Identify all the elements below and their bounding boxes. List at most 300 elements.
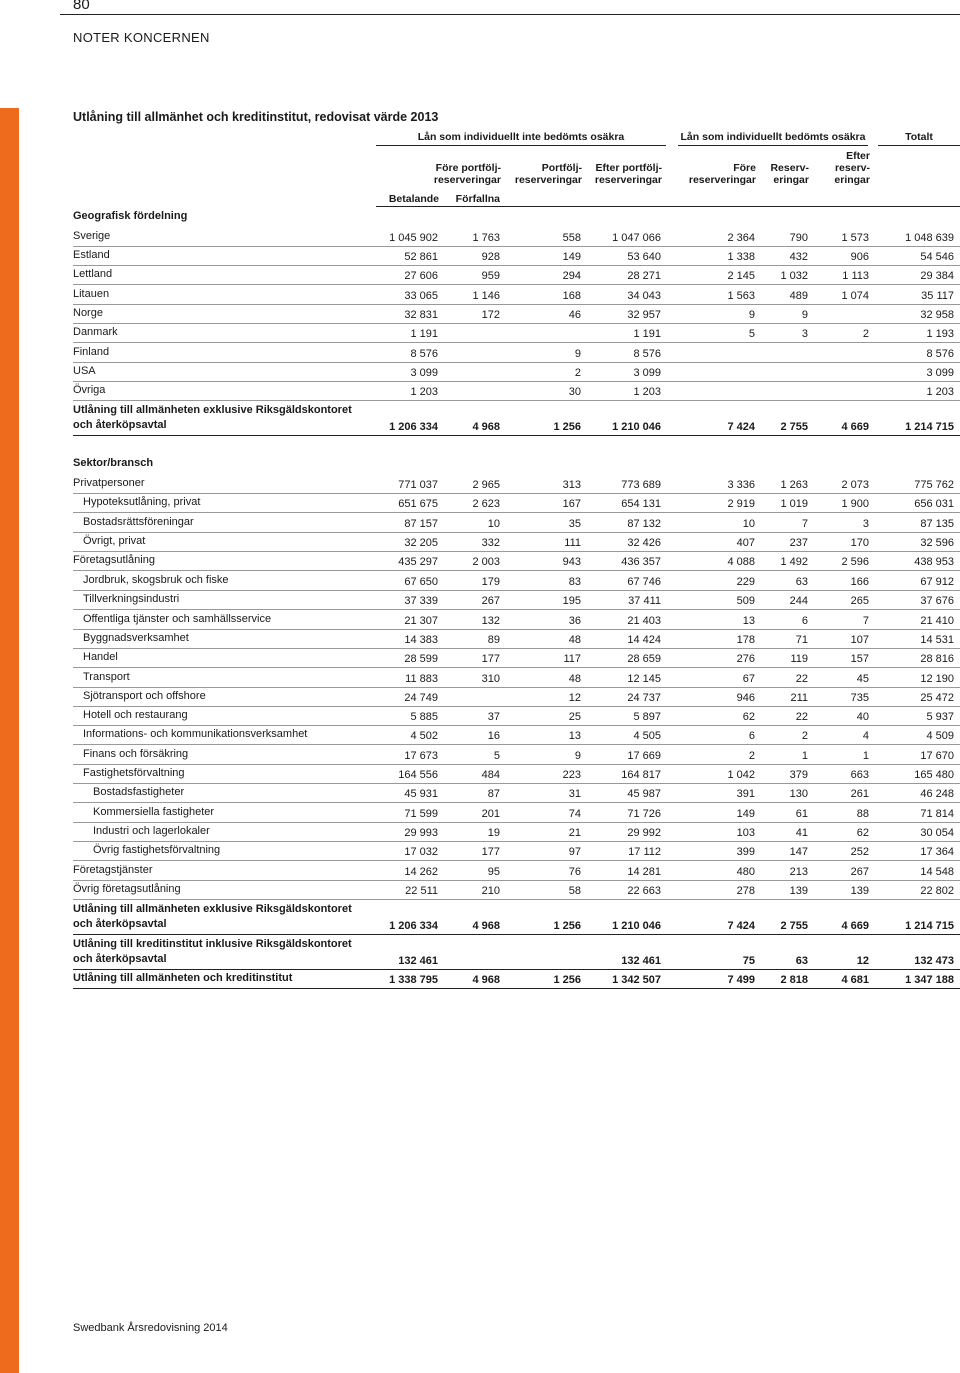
cell-col-5: 213 <box>789 866 808 878</box>
total-row <box>73 935 960 970</box>
cell-col-2: 13 <box>568 730 581 742</box>
cell-col-0: 1 191 <box>410 328 438 340</box>
cell-col-2: 25 <box>568 711 581 723</box>
cell-col-0: 32 831 <box>404 309 438 321</box>
cell-col-7: 14 531 <box>920 634 954 646</box>
cell-col-2: 48 <box>568 673 581 685</box>
cell-col-7: 1 214 715 <box>905 920 954 932</box>
cell-col-5: 2 818 <box>780 974 808 986</box>
cell-col-4: 276 <box>736 653 755 665</box>
cell-col-5: 22 <box>795 673 808 685</box>
cell-col-1: 201 <box>481 808 500 820</box>
cell-col-3: 1 210 046 <box>612 421 661 433</box>
cell-col-4: 509 <box>736 595 755 607</box>
cell-col-1: 4 968 <box>472 421 500 433</box>
cell-col-1: 4 968 <box>472 920 500 932</box>
row-label: Sjötransport och offshore <box>83 690 206 702</box>
cell-col-6: 7 <box>862 615 869 627</box>
table-row <box>73 552 960 571</box>
cell-col-6: 88 <box>856 808 869 820</box>
cell-col-0: 1 203 <box>410 386 438 398</box>
cell-col-3: 45 987 <box>627 788 661 800</box>
cell-col-7: 132 473 <box>914 955 954 967</box>
cell-col-7: 1 347 188 <box>905 974 954 986</box>
cell-col-2: 149 <box>562 251 581 263</box>
cell-col-4: 399 <box>736 846 755 858</box>
table-row <box>73 382 960 401</box>
row-label: Övrig fastighetsförvaltning <box>93 844 221 856</box>
table-row <box>73 823 960 842</box>
row-label: Bostadsrättsföreningar <box>83 516 194 528</box>
cell-col-3: 37 411 <box>628 595 661 607</box>
cell-col-0: 17 673 <box>404 750 438 762</box>
cell-col-4: 7 424 <box>727 920 755 932</box>
cell-col-2: 111 <box>564 537 581 549</box>
cell-col-6: 1 573 <box>841 232 869 244</box>
group-header-not-impaired: Lån som individuellt inte bedömts osäkra <box>376 131 666 146</box>
cell-col-4: 2 364 <box>727 232 755 244</box>
total-row <box>73 401 960 436</box>
cell-col-2: 2 <box>574 367 581 379</box>
cell-col-6: 1 900 <box>841 498 869 510</box>
row-label: Finans och försäkring <box>83 748 189 760</box>
group-header-total: Totalt <box>878 131 960 146</box>
cell-col-6: 107 <box>850 634 869 646</box>
cell-col-3: 67 746 <box>627 576 661 588</box>
cell-col-5: 139 <box>789 885 808 897</box>
row-label: Estland <box>73 249 110 261</box>
orange-side-bar <box>0 108 19 1373</box>
cell-col-3: 32 957 <box>627 309 661 321</box>
cell-col-5: 41 <box>795 827 808 839</box>
cell-col-7: 1 048 639 <box>905 232 954 244</box>
cell-col-7: 1 214 715 <box>905 421 954 433</box>
cell-col-4: 62 <box>742 711 755 723</box>
row-label: Utlåning till allmänheten och kreditinstitut <box>73 972 293 984</box>
table-row <box>73 765 960 784</box>
cell-col-3: 29 992 <box>627 827 661 839</box>
cell-col-7: 3 099 <box>926 367 954 379</box>
row-label: Företagsutlåning <box>73 554 155 566</box>
cell-col-6: 62 <box>856 827 869 839</box>
row-label: Finland <box>73 346 110 358</box>
cell-col-0: 71 599 <box>404 808 438 820</box>
cell-col-4: 7 424 <box>727 421 755 433</box>
row-label: Företagstjänster <box>73 864 153 876</box>
cell-col-7: 71 814 <box>920 808 954 820</box>
table-row <box>73 363 960 382</box>
cell-col-7: 32 958 <box>920 309 954 321</box>
cell-col-4: 75 <box>742 955 755 967</box>
cell-col-1: 179 <box>481 576 500 588</box>
cell-col-3: 1 191 <box>633 328 661 340</box>
cell-col-1: 89 <box>487 634 500 646</box>
cell-col-4: 10 <box>742 518 755 530</box>
cell-col-0: 435 297 <box>398 556 438 568</box>
cell-col-6: 261 <box>850 788 869 800</box>
cell-col-7: 67 912 <box>920 576 954 588</box>
cell-col-3: 4 505 <box>633 730 661 742</box>
cell-col-7: 37 676 <box>920 595 954 607</box>
cell-col-5: 1 019 <box>780 498 808 510</box>
cell-col-1: 959 <box>481 270 500 282</box>
cell-col-1: 310 <box>481 673 500 685</box>
cell-col-4: 2 145 <box>727 270 755 282</box>
col-header-forfallna: Förfallna <box>455 193 500 205</box>
cell-col-0: 14 383 <box>404 634 438 646</box>
cell-col-7: 8 576 <box>926 348 954 360</box>
cell-col-2: 1 256 <box>553 974 581 986</box>
cell-col-7: 165 480 <box>914 769 954 781</box>
cell-col-4: 407 <box>736 537 755 549</box>
cell-col-3: 87 132 <box>627 518 661 530</box>
table-row <box>73 707 960 726</box>
cell-col-7: 28 816 <box>920 653 954 665</box>
row-label: Danmark <box>73 326 118 338</box>
cell-col-4: 4 088 <box>727 556 755 568</box>
cell-col-1: 2 003 <box>472 556 500 568</box>
cell-col-5: 1 263 <box>780 479 808 491</box>
cell-col-4: 2 919 <box>727 498 755 510</box>
cell-col-0: 32 205 <box>404 537 438 549</box>
cell-col-3: 1 210 046 <box>612 920 661 932</box>
cell-col-6: 4 669 <box>841 920 869 932</box>
cell-col-1: 19 <box>487 827 500 839</box>
cell-col-3: 1 203 <box>633 386 661 398</box>
cell-col-6: 166 <box>850 576 869 588</box>
cell-col-2: 294 <box>562 270 581 282</box>
row-label: Övrigt, privat <box>83 535 146 547</box>
cell-col-5: 22 <box>795 711 808 723</box>
cell-col-3: 32 426 <box>627 537 661 549</box>
table-row <box>73 305 960 324</box>
cell-col-0: 164 556 <box>398 769 438 781</box>
table-title: Utlåning till allmänhet och kreditinstitut, redovisat värde 2013 <box>73 110 439 124</box>
cell-col-2: 30 <box>568 386 581 398</box>
table-row <box>73 842 960 861</box>
cell-col-4: 9 <box>748 309 755 321</box>
col-header-reserv: Reserv- eringar <box>770 162 809 186</box>
cell-col-1: 95 <box>487 866 500 878</box>
cell-col-3: 1 047 066 <box>612 232 661 244</box>
cell-col-2: 167 <box>562 498 581 510</box>
cell-col-6: 4 <box>862 730 869 742</box>
cell-col-2: 36 <box>568 615 581 627</box>
cell-col-0: 771 037 <box>398 479 438 491</box>
cell-col-7: 5 937 <box>926 711 954 723</box>
cell-col-0: 37 339 <box>404 595 438 607</box>
row-label: Litauen <box>73 288 110 300</box>
cell-col-2: 31 <box>568 788 581 800</box>
cell-col-0: 22 511 <box>405 885 438 897</box>
cell-col-2: 97 <box>568 846 581 858</box>
cell-col-3: 132 461 <box>621 955 661 967</box>
cell-col-3: 34 043 <box>627 290 661 302</box>
cell-col-1: 332 <box>481 537 500 549</box>
row-label: Övriga <box>73 384 106 396</box>
section-title: NOTER KONCERNEN <box>73 30 210 45</box>
cell-col-1: 177 <box>481 846 500 858</box>
table-row <box>73 611 960 630</box>
cell-col-7: 1 203 <box>926 386 954 398</box>
table-row <box>73 726 960 745</box>
cell-col-1: 2 623 <box>472 498 500 510</box>
cell-col-6: 3 <box>862 518 869 530</box>
cell-col-5: 1 492 <box>780 556 808 568</box>
page-number: 80 <box>73 0 90 13</box>
cell-col-1: 267 <box>481 595 500 607</box>
cell-col-7: 25 472 <box>920 692 954 704</box>
table-row <box>73 266 960 285</box>
row-label: Fastighetsförvaltning <box>83 767 185 779</box>
row-label: Tillverkningsindustri <box>83 593 180 605</box>
cell-col-0: 52 861 <box>404 251 438 263</box>
cell-col-2: 558 <box>562 232 581 244</box>
cell-col-3: 14 424 <box>627 634 661 646</box>
cell-col-3: 436 357 <box>621 556 661 568</box>
row-label: USA <box>73 365 96 377</box>
cell-col-1: 4 968 <box>472 974 500 986</box>
row-label: Bostadsfastigheter <box>93 786 185 798</box>
row-label: Kommersiella fastigheter <box>93 806 215 818</box>
cell-col-3: 14 281 <box>627 866 661 878</box>
cell-col-6: 663 <box>850 769 869 781</box>
cell-col-6: 265 <box>850 595 869 607</box>
row-label: Transport <box>83 671 130 683</box>
cell-col-7: 14 548 <box>920 866 954 878</box>
cell-col-4: 7 499 <box>727 974 755 986</box>
cell-col-7: 438 953 <box>914 556 954 568</box>
cell-col-0: 5 885 <box>410 711 438 723</box>
cell-col-5: 71 <box>795 634 808 646</box>
table-row <box>73 514 960 533</box>
cell-col-0: 1 338 795 <box>389 974 438 986</box>
row-label: Utlåning till allmänheten exklusive Riksgäldskontoret och återköpsavtal <box>73 903 352 930</box>
cell-col-6: 40 <box>856 711 869 723</box>
cell-col-7: 17 364 <box>920 846 954 858</box>
cell-col-4: 1 042 <box>727 769 755 781</box>
row-label: Hotell och restaurang <box>83 709 188 721</box>
cell-col-4: 178 <box>736 634 755 646</box>
row-label: Hypoteksutlåning, privat <box>83 496 201 508</box>
cell-col-4: 6 <box>748 730 755 742</box>
top-rule <box>60 0 960 15</box>
cell-col-4: 2 <box>748 750 755 762</box>
cell-col-0: 1 206 334 <box>389 920 438 932</box>
cell-col-0: 1 045 902 <box>389 232 438 244</box>
group-header-impaired: Lån som individuellt bedömts osäkra <box>678 131 868 146</box>
cell-col-5: 2 755 <box>780 920 808 932</box>
cell-col-3: 164 817 <box>621 769 661 781</box>
cell-col-6: 170 <box>850 537 869 549</box>
footer-text: Swedbank Årsredovisning 2014 <box>73 1322 228 1334</box>
cell-col-2: 9 <box>574 348 581 360</box>
cell-col-5: 61 <box>795 808 808 820</box>
table-row <box>73 324 960 343</box>
cell-col-5: 1 032 <box>780 270 808 282</box>
table-row <box>73 572 960 591</box>
cell-col-2: 223 <box>562 769 581 781</box>
cell-col-0: 24 749 <box>404 692 438 704</box>
cell-col-0: 8 576 <box>410 348 438 360</box>
cell-col-7: 87 135 <box>920 518 954 530</box>
table-row <box>73 247 960 266</box>
cell-col-2: 48 <box>568 634 581 646</box>
cell-col-7: 656 031 <box>914 498 954 510</box>
table-row <box>73 688 960 707</box>
cell-col-4: 946 <box>736 692 755 704</box>
cell-col-4: 480 <box>736 866 755 878</box>
cell-col-3: 3 099 <box>633 367 661 379</box>
cell-col-3: 5 897 <box>633 711 661 723</box>
cell-col-1: 2 965 <box>472 479 500 491</box>
cell-col-5: 2 755 <box>780 421 808 433</box>
col-header-portfolj: Portfölj- reserveringar <box>514 162 582 186</box>
row-label: Geografisk fördelning <box>73 210 188 222</box>
cell-col-4: 5 <box>748 328 755 340</box>
row-label: Lettland <box>73 268 113 280</box>
table-row <box>73 649 960 668</box>
cell-col-6: 267 <box>850 866 869 878</box>
cell-col-3: 12 145 <box>627 673 661 685</box>
cell-col-2: 117 <box>563 653 581 665</box>
cell-col-3: 1 342 507 <box>612 974 661 986</box>
cell-col-0: 3 099 <box>410 367 438 379</box>
col-header-fore: Före reserveringar <box>688 162 756 186</box>
table-row <box>73 533 960 552</box>
cell-col-2: 21 <box>568 827 581 839</box>
cell-col-3: 8 576 <box>633 348 661 360</box>
cell-col-0: 27 606 <box>404 270 438 282</box>
cell-col-7: 22 802 <box>920 885 954 897</box>
cell-col-0: 29 993 <box>404 827 438 839</box>
cell-col-2: 1 256 <box>553 920 581 932</box>
cell-col-6: 12 <box>856 955 869 967</box>
cell-col-1: 210 <box>481 885 500 897</box>
cell-col-0: 14 262 <box>404 866 438 878</box>
cell-col-5: 1 <box>801 750 808 762</box>
cell-col-6: 2 596 <box>841 556 869 568</box>
table-row <box>73 669 960 688</box>
cell-col-4: 13 <box>742 615 755 627</box>
cell-col-2: 168 <box>562 290 581 302</box>
cell-col-1: 16 <box>487 730 500 742</box>
cell-col-2: 943 <box>562 556 581 568</box>
cell-col-5: 119 <box>790 653 808 665</box>
cell-col-5: 147 <box>789 846 808 858</box>
row-label: Privatpersoner <box>73 477 145 489</box>
cell-col-4: 229 <box>736 576 755 588</box>
cell-col-4: 67 <box>742 673 755 685</box>
cell-col-7: 17 670 <box>920 750 954 762</box>
cell-col-3: 22 663 <box>627 885 661 897</box>
cell-col-6: 1 074 <box>841 290 869 302</box>
cell-col-1: 87 <box>487 788 500 800</box>
row-label: Informations- och kommunikationsverksamhet <box>83 728 308 740</box>
cell-col-6: 735 <box>850 692 869 704</box>
table-row <box>73 591 960 610</box>
cell-col-5: 7 <box>801 518 808 530</box>
cell-col-6: 4 681 <box>841 974 869 986</box>
cell-col-7: 21 410 <box>920 615 954 627</box>
cell-col-0: 21 307 <box>404 615 438 627</box>
cell-col-5: 237 <box>789 537 808 549</box>
cell-col-7: 1 193 <box>926 328 954 340</box>
cell-col-6: 4 669 <box>841 421 869 433</box>
row-label: Byggnadsverksamhet <box>83 632 189 644</box>
cell-col-4: 1 563 <box>727 290 755 302</box>
cell-col-1: 928 <box>481 251 500 263</box>
cell-col-4: 103 <box>736 827 755 839</box>
cell-col-7: 775 762 <box>914 479 954 491</box>
cell-col-2: 35 <box>568 518 581 530</box>
cell-col-5: 432 <box>789 251 808 263</box>
cell-col-7: 12 190 <box>920 673 954 685</box>
cell-col-1: 484 <box>481 769 500 781</box>
table-row <box>73 746 960 765</box>
table-row <box>73 228 960 247</box>
table-row <box>73 862 960 881</box>
cell-col-7: 35 117 <box>921 290 954 302</box>
table-row <box>73 881 960 900</box>
total-row <box>73 900 960 935</box>
cell-col-3: 21 403 <box>627 615 661 627</box>
cell-col-5: 379 <box>789 769 808 781</box>
cell-col-3: 53 640 <box>627 251 661 263</box>
cell-col-2: 313 <box>562 479 581 491</box>
cell-col-1: 132 <box>481 615 500 627</box>
table-row <box>73 475 960 494</box>
table-row <box>73 286 960 305</box>
table-row <box>73 494 960 513</box>
cell-col-2: 74 <box>568 808 581 820</box>
cell-col-4: 3 336 <box>727 479 755 491</box>
cell-col-3: 17 112 <box>628 846 661 858</box>
cell-col-6: 2 <box>862 328 869 340</box>
cell-col-0: 87 157 <box>404 518 438 530</box>
cell-col-6: 157 <box>850 653 869 665</box>
col-header-efter-portfolj: Efter portfölj- reserveringar <box>594 162 662 186</box>
cell-col-5: 6 <box>801 615 808 627</box>
cell-col-6: 139 <box>850 885 869 897</box>
cell-col-2: 83 <box>568 576 581 588</box>
cell-col-3: 17 669 <box>627 750 661 762</box>
cell-col-2: 9 <box>574 750 581 762</box>
row-label: Industri och lagerlokaler <box>93 825 210 837</box>
cell-col-1: 1 763 <box>472 232 500 244</box>
cell-col-5: 489 <box>789 290 808 302</box>
row-label: Utlåning till kreditinstitut inklusive Riksgäldskontoret och återköpsavtal <box>73 938 352 965</box>
table-row <box>73 344 960 363</box>
cell-col-1: 10 <box>487 518 500 530</box>
cell-col-0: 17 032 <box>404 846 438 858</box>
cell-col-2: 195 <box>562 595 581 607</box>
cell-col-0: 1 206 334 <box>389 421 438 433</box>
cell-col-5: 244 <box>789 595 808 607</box>
row-label: Norge <box>73 307 103 319</box>
cell-col-0: 132 461 <box>398 955 438 967</box>
cell-col-0: 4 502 <box>410 730 438 742</box>
cell-col-2: 76 <box>568 866 581 878</box>
row-label: Övrig företagsutlåning <box>73 883 181 895</box>
cell-col-2: 12 <box>568 692 581 704</box>
col-header-fore-portfolj: Före portfölj- reserveringar <box>433 162 501 186</box>
cell-col-4: 391 <box>736 788 755 800</box>
table-row <box>73 784 960 803</box>
cell-col-3: 654 131 <box>621 498 661 510</box>
cell-col-6: 252 <box>850 846 869 858</box>
cell-col-3: 28 659 <box>627 653 661 665</box>
